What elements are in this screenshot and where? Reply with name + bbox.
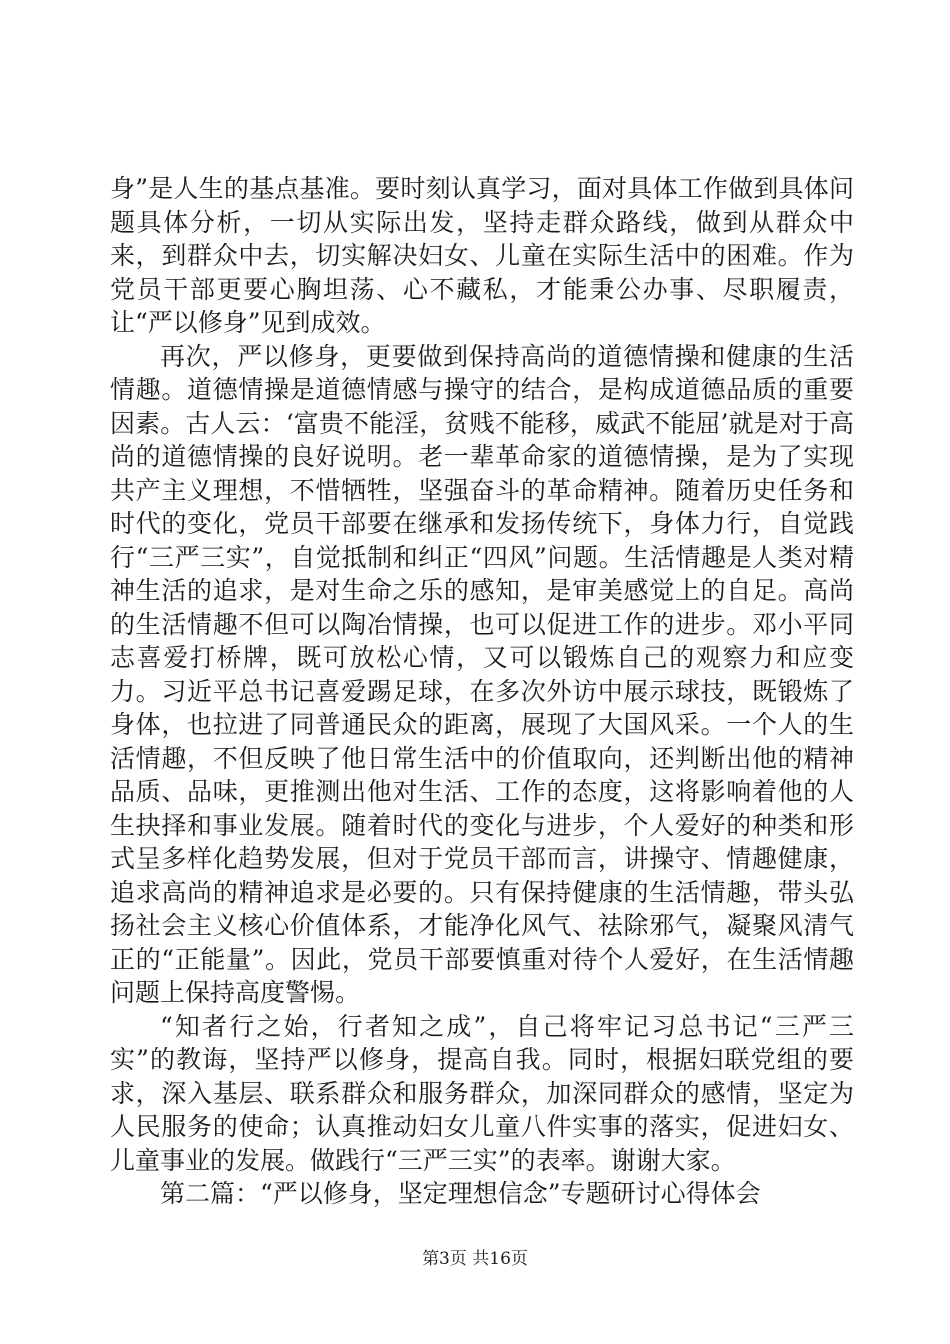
document-body (110, 172, 854, 1211)
section-heading-2: 第二篇：“严以修身，坚定理想信念”专题研讨心得体会 (160, 1179, 761, 1208)
paragraph-3: “知者行之始，行者知之成”，自己将牢记习总书记“三严三实”的教诲，坚持严以修身，提高自我。同时，根据妇联党组的要求，深入基层、联系群众和服务群众，加深同群众的感情，坚定为人民服务的使命；认真推动妇女儿童八件实事的落实，促进妇女、儿童事业的发展。做践行“三严三实”的表率。谢谢大家。 (110, 1011, 854, 1175)
paragraph-2: 再次，严以修身，更要做到保持高尚的道德情操和健康的生活情趣。道德情操是道德情感与操守的结合，是构成道德品质的重要因素。古人云：‘富贵不能淫，贫贱不能移，威武不能屈’就是对于高尚的道德情操的良好说明。老一辈革命家的道德情操，是为了实现共产主义理想，不惜牺牲，坚强奋斗的革命精神。随着历史任务和时代的变化，党员干部要在继承和发扬传统下，身体力行，自觉践行“三严三实”，自觉抵制和纠正“四风”问题。生活情趣是人类对精神生活的追求，是对生命之乐的感知，是审美感觉上的自足。高尚的生活情趣不但可以陶冶情操，也可以促进工作的进步。邓小平同志喜爱打桥牌，既可放松心情，又可以锻炼自己的观察力和应变力。习近平总书记喜爱踢足球，在多次外访中展示球技，既锻炼了身体，也拉进了同普通民众的距离，展现了大国风采。一个人的生活情趣，不但反映了他日常生活中的价值取向，还判断出他的精神品质、品味，更推测出他对生活、工作的态度，这将影响着他的人生抉择和事业发展。随着时代的变化与进步，个人爱好的种类和形式呈多样化趋势发展，但对于党员干部而言，讲操守、情趣健康，追求高尚的精神追求是必要的。只有保持健康的生活情趣，带头弘扬社会主义核心价值体系，才能净化风气、祛除邪气，凝聚风清气正的“正能量”。因此，党员干部要慎重对待个人爱好，在生活情趣问题上保持高度警惕。 (110, 341, 854, 1007)
page-number-footer: 第3页 共16页 (422, 1249, 528, 1269)
paragraph-1: 身”是人生的基点基准。要时刻认真学习，面对具体工作做到具体问题具体分析，一切从实际出发，坚持走群众路线，做到从群众中来，到群众中去，切实解决妇女、儿童在实际生活中的困难。作为党员干部更要心胸坦荡、心不藏私，才能秉公办事、尽职履责，让“严以修身”见到成效。 (110, 174, 854, 337)
